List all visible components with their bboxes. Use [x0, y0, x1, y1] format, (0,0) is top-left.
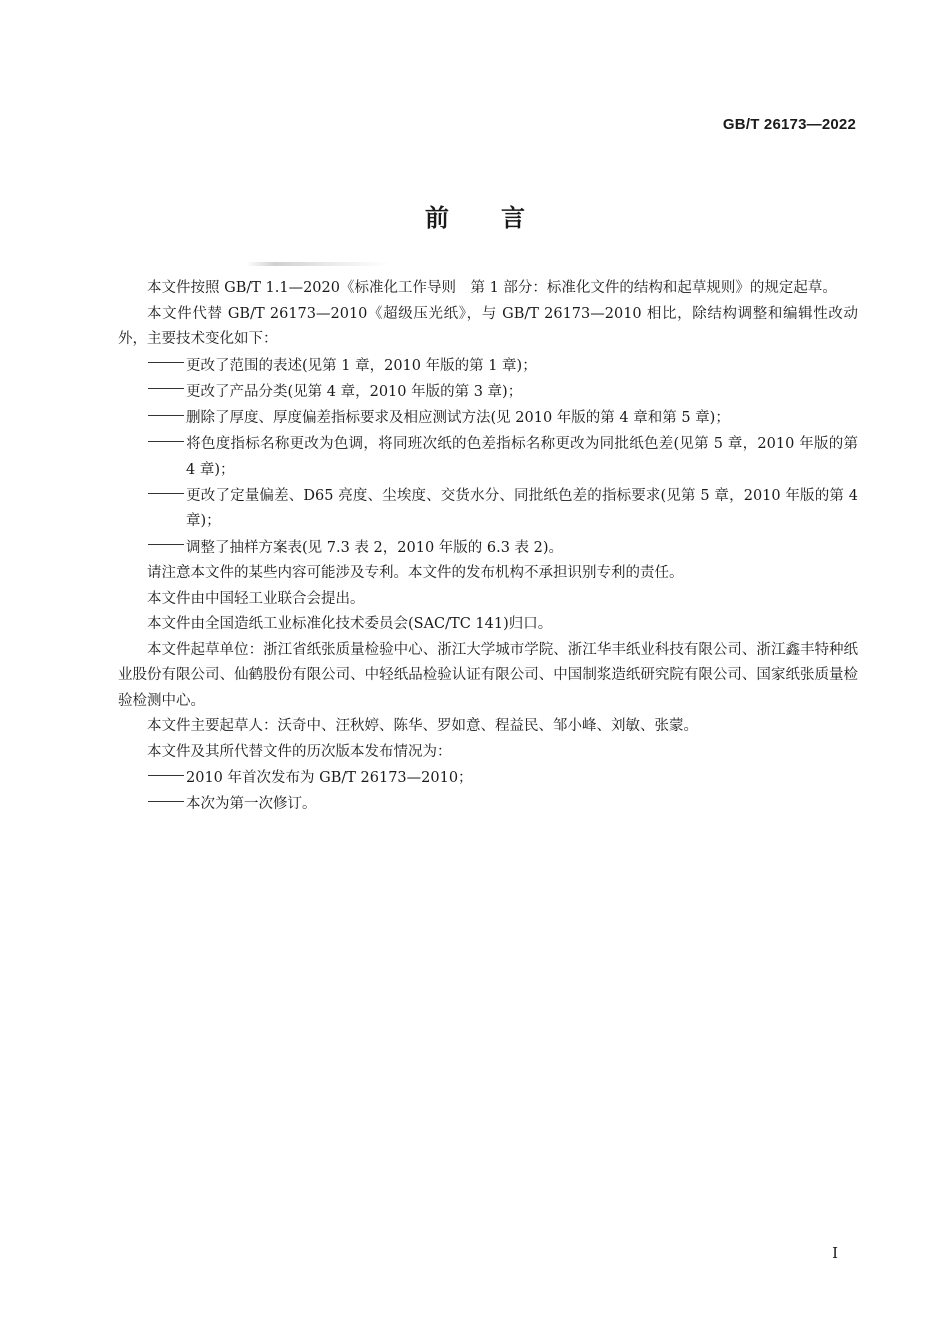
history-item: 本次为第一次修订。	[118, 791, 858, 817]
dash-mark	[148, 379, 186, 405]
patent-note: 请注意本文件的某些内容可能涉及专利。本文件的发布机构不承担识别专利的责任。	[147, 565, 684, 581]
dash-mark	[148, 483, 186, 509]
drafting-units: 本文件起草单位：浙江省纸张质量检验中心、浙江大学城市学院、浙江华丰纸业科技有限公司、浙江鑫丰特种纸业股份有限公司、仙鹤股份有限公司、中轻纸品检验认证有限公司、中国制浆造纸研究院有限公司、国家纸张质量检验检测中心。	[118, 641, 858, 709]
dash-mark	[148, 353, 186, 379]
replacement-paragraph: 本文件代替 GB/T 26173—2010《超级压光纸》，与 GB/T 26173—2010 相比，除结构调整和编辑性改动外，主要技术变化如下：	[118, 305, 858, 347]
change-item: 调整了抽样方案表(见 7.3 表 2，2010 年版的 6.3 表 2)。	[118, 535, 858, 561]
history-item: 2010 年首次发布为 GB/T 26173—2010；	[118, 765, 858, 791]
scan-artifact	[246, 262, 390, 266]
change-item: 将色度指标名称更改为色调，将同班次纸的色差指标名称更改为同批纸色差(见第 5 章，2010 年版的第 4 章)；	[118, 431, 858, 483]
history-intro: 本文件及其所代替文件的历次版本发布情况为：	[147, 743, 452, 760]
committee-note: 本文件由全国造纸工业标准化技术委员会(SAC/TC 141)归口。	[147, 616, 553, 632]
dash-mark	[148, 431, 186, 457]
dash-mark	[148, 405, 186, 431]
standard-number: GB/T 26173—2022	[722, 116, 856, 133]
change-item: 更改了定量偏差、D65 亮度、尘埃度、交货水分、同批纸色差的指标要求(见第 5 章，2010 年版的第 4 章)；	[118, 483, 858, 535]
page-number: I	[832, 1244, 838, 1262]
change-item: 更改了范围的表述(见第 1 章，2010 年版的第 1 章)；	[118, 353, 858, 379]
change-item: 更改了产品分类(见第 4 章，2010 年版的第 3 章)；	[118, 379, 858, 405]
proposer-note: 本文件由中国轻工业联合会提出。	[147, 590, 365, 607]
change-item: 删除了厚度、厚度偏差指标要求及相应测试方法(见 2010 年版的第 4 章和第 5 章)；	[118, 405, 858, 431]
dash-mark	[148, 791, 186, 817]
drafters: 本文件主要起草人：沃奇中、汪秋婷、陈华、罗如意、程益民、邹小峰、刘敏、张蒙。	[147, 718, 698, 734]
dash-mark	[148, 765, 186, 791]
document-body	[118, 276, 858, 818]
scope-paragraph: 本文件按照 GB/T 1.1—2020《标准化工作导则 第 1 部分：标准化文件的结构和起草规则》的规定起草。	[147, 280, 837, 296]
page-title: 前言	[425, 204, 577, 232]
dash-mark	[148, 535, 186, 561]
